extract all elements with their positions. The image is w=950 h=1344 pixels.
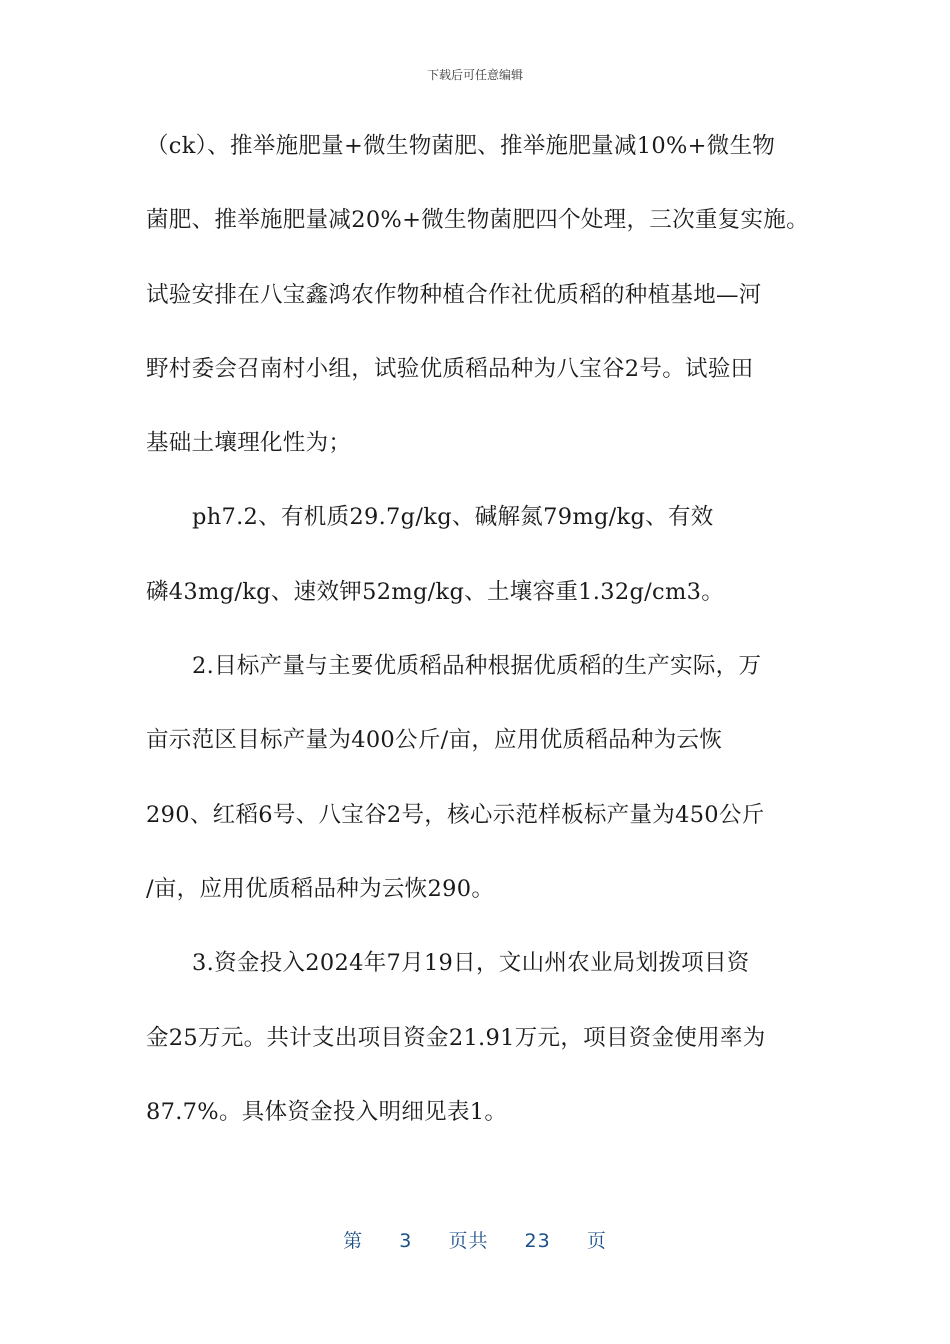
text-line: 2.目标产量与主要优质稻品种根据优质稻的生产实际，万 — [192, 653, 762, 680]
text-line: 野村委会召南村小组，试验优质稻品种为八宝谷2号。试验田 — [146, 355, 754, 382]
total-pages-number: 23 — [524, 1230, 551, 1252]
footer-suffix: 页 — [586, 1230, 607, 1252]
header-note: 下载后可任意编辑 — [426, 68, 523, 82]
footer-prefix: 第 — [343, 1230, 364, 1252]
text-line: 试验安排在八宝鑫鸿农作物种植合作社优质稻的种植基地—河 — [146, 281, 762, 308]
text-line: 87.7%。具体资金投入明细见表1。 — [146, 1098, 508, 1125]
text-line: 亩示范区目标产量为400公斤/亩，应用优质稻品种为云恢 — [146, 727, 723, 754]
text-line: 290、红稻6号、八宝谷2号，核心示范样板标产量为450公斤 — [146, 801, 765, 828]
text-line: 基础土壤理化性为； — [146, 430, 352, 457]
footer-middle: 页共 — [448, 1230, 489, 1252]
text-line: 菌肥、推举施肥量减20%+微生物菌肥四个处理，三次重复实施。 — [146, 207, 809, 234]
text-line: 磷43mg/kg、速效钾52mg/kg、土壤容重1.32g/cm3。 — [146, 578, 725, 605]
text-line: （ck）、推举施肥量+微生物菌肥、推举施肥量减10%+微生物 — [146, 133, 776, 159]
text-line: /亩，应用优质稻品种为云恢290。 — [146, 875, 495, 902]
text-line: 金25万元。共计支出项目资金21.91万元，项目资金使用率为 — [146, 1024, 766, 1051]
body-text — [146, 123, 826, 1163]
text-line: ph7.2、有机质29.7g/kg、碱解氮79mg/kg、有效 — [192, 504, 714, 531]
page-footer — [0, 1226, 950, 1253]
text-line: 3.资金投入2024年7月19日，文山州农业局划拨项目资 — [192, 950, 750, 977]
current-page-number: 3 — [399, 1230, 413, 1252]
